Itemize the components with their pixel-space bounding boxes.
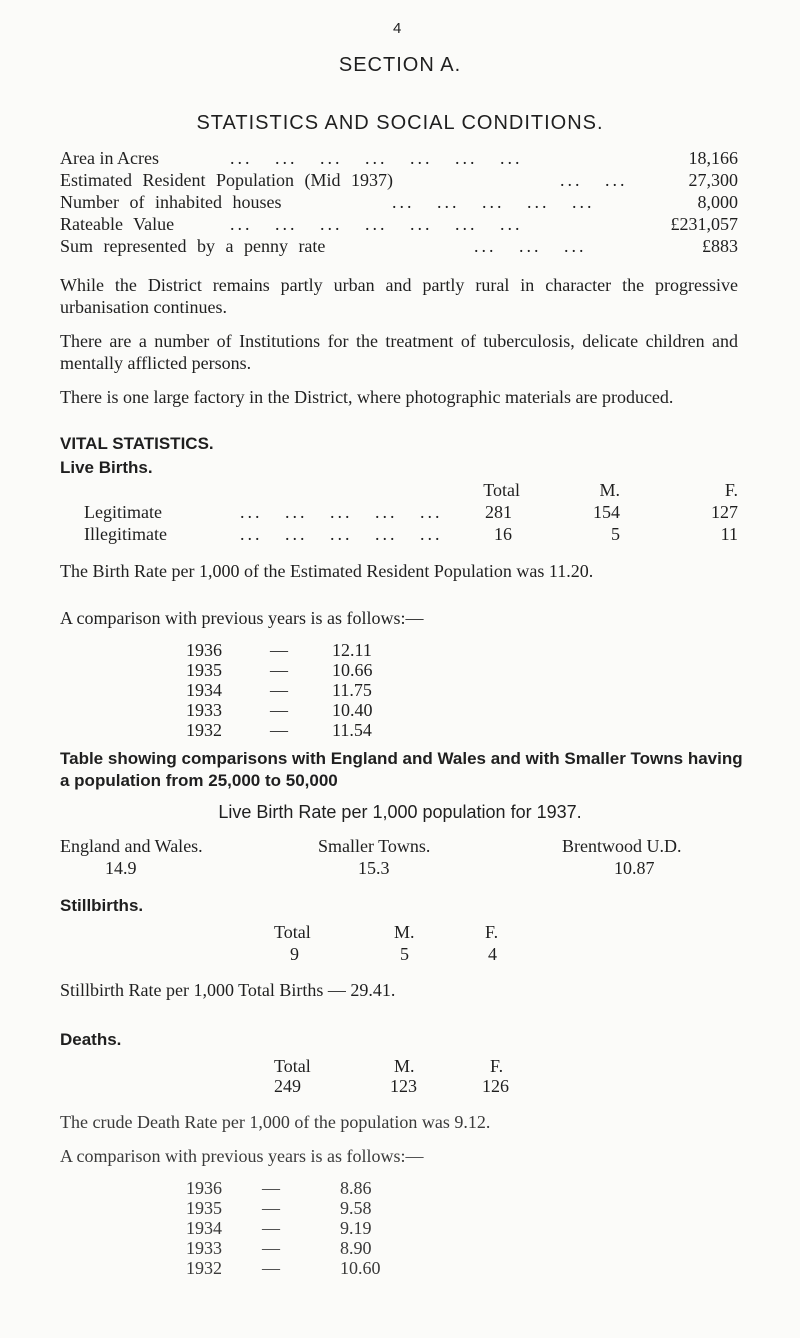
rate-value: 10.60 bbox=[340, 1258, 381, 1278]
year: 1933 bbox=[186, 700, 222, 720]
row-label-illegitimate: Illegitimate bbox=[84, 524, 167, 544]
section-title: SECTION A. bbox=[338, 54, 462, 76]
stat-value: £883 bbox=[702, 236, 738, 256]
year: 1936 bbox=[186, 640, 222, 660]
legitimate-total: 281 bbox=[485, 502, 512, 522]
vital-statistics-heading: VITAL STATISTICS. bbox=[60, 434, 214, 453]
rate-value: 10.66 bbox=[332, 660, 373, 680]
dash: — bbox=[270, 660, 288, 680]
dash: — bbox=[270, 720, 288, 740]
stat-label: Area in Acres bbox=[60, 148, 159, 168]
deaths-female: 126 bbox=[482, 1076, 509, 1096]
leader-dots: ... ... ... bbox=[474, 236, 587, 256]
comparison-intro: A comparison with previous years is as follows:— bbox=[60, 608, 424, 628]
leader-dots: ... ... bbox=[560, 170, 628, 190]
illegitimate-female: 11 bbox=[720, 524, 738, 544]
stillbirths-male: 5 bbox=[400, 944, 409, 964]
paragraph-institutions: There are a number of Institutions for the treatment of tuberculosis, delicate children and mentally afflicted persons. bbox=[60, 331, 738, 373]
year: 1934 bbox=[186, 1218, 222, 1238]
illegitimate-total: 16 bbox=[494, 524, 512, 544]
column-header-total: Total bbox=[274, 1056, 311, 1076]
england-wales-label: England and Wales. bbox=[60, 836, 203, 856]
rate-value: 9.58 bbox=[340, 1198, 372, 1218]
legitimate-male: 154 bbox=[593, 502, 620, 522]
column-header-total: Total bbox=[483, 480, 520, 500]
row-label-legitimate: Legitimate bbox=[84, 502, 162, 522]
rate-value: 11.75 bbox=[332, 680, 372, 700]
rate-value: 10.40 bbox=[332, 700, 373, 720]
stat-label: Number of inhabited houses bbox=[60, 192, 282, 212]
stat-label: Rateable Value bbox=[60, 214, 175, 234]
dash: — bbox=[270, 640, 288, 660]
dash: — bbox=[262, 1198, 280, 1218]
stillbirths-heading: Stillbirths. bbox=[60, 896, 144, 915]
year: 1933 bbox=[186, 1238, 222, 1258]
year: 1935 bbox=[186, 1198, 222, 1218]
column-header-female: F. bbox=[724, 480, 738, 500]
leader-dots: ... ... ... ... ... bbox=[240, 524, 443, 544]
stillbirths-female: 4 bbox=[488, 944, 497, 964]
column-header-male: M. bbox=[599, 480, 620, 500]
brentwood-value: 10.87 bbox=[614, 858, 655, 878]
year: 1934 bbox=[186, 680, 222, 700]
smaller-towns-label: Smaller Towns. bbox=[318, 836, 431, 856]
stillbirth-rate-text: Stillbirth Rate per 1,000 Total Births — 29.41. bbox=[60, 980, 396, 1000]
dash: — bbox=[262, 1218, 280, 1238]
paragraph-urbanisation: While the District remains partly urban and partly rural in character the progressive urbanisation continues. bbox=[60, 275, 738, 317]
rate-value: 9.19 bbox=[340, 1218, 372, 1238]
death-comparison-intro: A comparison with previous years is as follows:— bbox=[60, 1146, 424, 1166]
stat-value: £231,057 bbox=[670, 214, 738, 234]
leader-dots: ... ... ... ... ... ... ... bbox=[230, 148, 523, 168]
birth-rate-text: The Birth Rate per 1,000 of the Estimated Resident Population was 11.20. bbox=[60, 561, 594, 581]
paragraph-factory: There is one large factory in the District, where photographic materials are produced. bbox=[60, 387, 674, 407]
rate-value: 8.90 bbox=[340, 1238, 372, 1258]
leader-dots: ... ... ... ... ... ... ... bbox=[230, 214, 523, 234]
deaths-male: 123 bbox=[390, 1076, 417, 1096]
dash: — bbox=[262, 1238, 280, 1258]
stat-value: 8,000 bbox=[697, 192, 738, 212]
section-subtitle: STATISTICS AND SOCIAL CONDITIONS. bbox=[196, 112, 604, 134]
column-header-male: M. bbox=[394, 922, 415, 942]
legitimate-female: 127 bbox=[711, 502, 738, 522]
brentwood-label: Brentwood U.D. bbox=[562, 836, 682, 856]
year: 1932 bbox=[186, 1258, 222, 1278]
smaller-towns-value: 15.3 bbox=[358, 858, 390, 878]
column-header-female: F. bbox=[485, 922, 499, 942]
dash: — bbox=[270, 700, 288, 720]
rate-value: 8.86 bbox=[340, 1178, 372, 1198]
year: 1935 bbox=[186, 660, 222, 680]
live-birth-rate-title: Live Birth Rate per 1,000 population for 1937. bbox=[218, 802, 582, 822]
stat-label: Estimated Resident Population (Mid 1937) bbox=[60, 170, 393, 190]
deaths-total: 249 bbox=[274, 1076, 301, 1096]
column-header-total: Total bbox=[274, 922, 311, 942]
stat-value: 18,166 bbox=[688, 148, 738, 168]
dash: — bbox=[270, 680, 288, 700]
stillbirths-total: 9 bbox=[290, 944, 299, 964]
death-rate-text: The crude Death Rate per 1,000 of the population was 9.12. bbox=[60, 1112, 491, 1132]
page-number: 4 bbox=[393, 20, 402, 37]
stat-label: Sum represented by a penny rate bbox=[60, 236, 326, 256]
year: 1936 bbox=[186, 1178, 222, 1198]
leader-dots: ... ... ... ... ... bbox=[240, 502, 443, 522]
year: 1932 bbox=[186, 720, 222, 740]
leader-dots: ... ... ... ... ... bbox=[392, 192, 595, 212]
rate-value: 11.54 bbox=[332, 720, 372, 740]
dash: — bbox=[262, 1258, 280, 1278]
dash: — bbox=[262, 1178, 280, 1198]
deaths-heading: Deaths. bbox=[60, 1030, 122, 1049]
illegitimate-male: 5 bbox=[611, 524, 620, 544]
column-header-female: F. bbox=[490, 1056, 504, 1076]
stat-value: 27,300 bbox=[688, 170, 738, 190]
comparison-table-heading: Table showing comparisons with England and Wales and with Smaller Towns having a population from 25,000 to 50,000 bbox=[60, 749, 743, 790]
live-births-heading: Live Births. bbox=[60, 458, 153, 477]
column-header-male: M. bbox=[394, 1056, 415, 1076]
england-wales-value: 14.9 bbox=[105, 858, 137, 878]
rate-value: 12.11 bbox=[332, 640, 372, 660]
